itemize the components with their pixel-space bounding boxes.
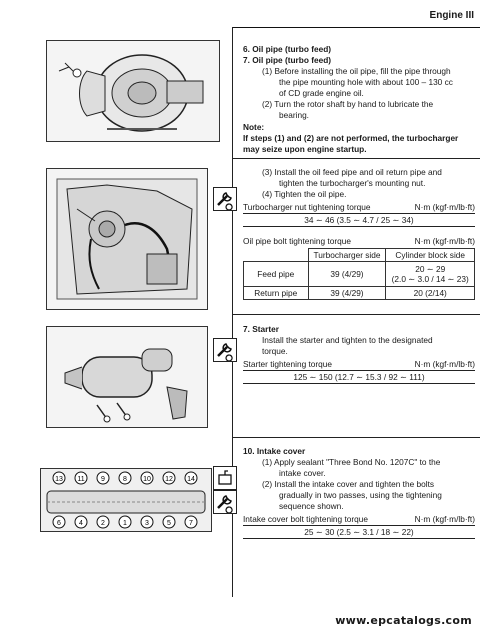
table-row [244, 262, 475, 287]
intake-torque-value: 25 ∼ 30 (2.5 ∼ 3.1 / 18 ∼ 22) [243, 527, 475, 539]
header-rule [232, 27, 480, 28]
table-corner-cell [244, 249, 309, 262]
intake-step-2-line-a: (2) Install the intake cover and tighten the bolts [262, 479, 435, 489]
turbo-nut-torque-row [243, 202, 475, 214]
torque-wrench-icon [213, 338, 237, 362]
bolt-sequence-bottom-label: 4 [79, 520, 83, 527]
torque-wrench-icon [213, 187, 237, 211]
table-row [244, 287, 475, 300]
section-separator [232, 437, 480, 438]
starter-figure [46, 326, 208, 428]
bolt-sequence-diagram [41, 469, 211, 531]
watermark: www.epcatalogs.com [335, 614, 472, 627]
bolt-sequence-top-label: 10 [143, 476, 151, 483]
table-cell [386, 262, 475, 287]
step-3-line-a: (3) Install the oil feed pipe and oil return pipe and [262, 167, 442, 177]
step-1-line-a: (1) Before installing the oil pipe, fill the pipe through [262, 66, 451, 76]
note-label: Note: [243, 122, 265, 132]
starter-torque-value: 125 ∼ 150 (12.7 ∼ 15.3 / 92 ∼ 111) [243, 372, 475, 384]
step-4: (4) Tighten the oil pipe. [262, 189, 347, 199]
intake-cover-sequence-figure [40, 468, 212, 532]
table-col-turbo-side: Turbocharger side [308, 249, 386, 262]
table-cell-line: 20 ∼ 29 [415, 264, 446, 274]
turbo-nut-torque-label: Turbocharger nut tightening torque [243, 202, 371, 212]
torque-wrench-icon [213, 490, 237, 514]
section-separator [232, 158, 480, 159]
table-cell-line: (2.0 ∼ 3.0 / 14 ∼ 23) [391, 274, 469, 284]
bolt-sequence-bottom-label: 2 [101, 520, 105, 527]
starter-torque-label: Starter tightening torque [243, 359, 333, 369]
intake-step-2-line-b: gradually in two passes, using the tightening [279, 490, 442, 500]
bolt-sequence-top-label: 8 [123, 476, 127, 483]
oil-pipe-bolt-torque-row [243, 236, 475, 247]
sealant-icon [213, 466, 237, 490]
oil-pipe-bolt-torque-unit: N·m (kgf·m/lb·ft) [414, 236, 475, 246]
intake-step-2-line-c: sequence shown. [279, 501, 344, 511]
turbo-nut-torque-unit: N·m (kgf·m/lb·ft) [414, 202, 475, 212]
note-line-a: If steps (1) and (2) are not performed, the turbocharger [243, 133, 459, 143]
item-6-title: 6. Oil pipe (turbo feed) [243, 44, 332, 54]
bolt-sequence-bottom-label: 6 [57, 520, 61, 527]
table-col-block-side: Cylinder block side [386, 249, 475, 262]
table-cell: 39 (4/29) [308, 262, 386, 287]
starter-title: 7. Starter [243, 324, 279, 334]
turbocharger-figure [46, 40, 220, 142]
step-1-line-b: the pipe mounting hole with about 100 – 130 cc [279, 77, 453, 87]
step-1-line-c: of CD grade engine oil. [279, 88, 364, 98]
bolt-sequence-top-label: 13 [55, 476, 63, 483]
table-row-label-return: Return pipe [244, 287, 309, 300]
engine-oil-pipe-figure [46, 168, 208, 310]
item-7-title: 7. Oil pipe (turbo feed) [243, 55, 332, 65]
intake-step-1-line-b: intake cover. [279, 468, 326, 478]
intake-title: 10. Intake cover [243, 446, 306, 456]
starter-body-line-a: Install the starter and tighten to the designated [262, 335, 433, 345]
bolt-sequence-bottom-label: 3 [145, 520, 149, 527]
turbo-nut-torque-value: 34 ∼ 46 (3.5 ∼ 4.7 / 25 ∼ 34) [243, 215, 475, 227]
oil-pipe-torque-table [243, 248, 475, 300]
table-cell: 20 (2/14) [386, 287, 475, 300]
page-header-title: Engine III [429, 10, 474, 21]
bolt-sequence-top-label: 14 [187, 476, 195, 483]
starter-torque-unit: N·m (kgf·m/lb·ft) [414, 359, 475, 369]
table-header-row [244, 249, 475, 262]
note-line-b: may seize upon engine startup. [243, 144, 367, 154]
step-2-line-b: bearing. [279, 110, 309, 120]
section-separator [232, 314, 480, 315]
bolt-sequence-bottom-label: 7 [189, 520, 193, 527]
table-row-label-feed: Feed pipe [244, 262, 309, 287]
bolt-sequence-bottom-label: 1 [123, 520, 127, 527]
oil-pipe-bolt-torque-label: Oil pipe bolt tightening torque [243, 236, 351, 246]
intake-step-1-line-a: (1) Apply sealant "Three Bond No. 1207C" to the [262, 457, 441, 467]
bolt-sequence-top-label: 12 [165, 476, 173, 483]
bolt-sequence-top-label: 9 [101, 476, 105, 483]
step-2-line-a: (2) Turn the rotor shaft by hand to lubricate the [262, 99, 434, 109]
starter-body-line-b: torque. [262, 346, 288, 356]
intake-torque-unit: N·m (kgf·m/lb·ft) [414, 514, 475, 524]
bolt-sequence-bottom-label: 5 [167, 520, 171, 527]
starter-torque-row [243, 359, 475, 371]
intake-torque-row [243, 514, 475, 526]
bolt-sequence-top-label: 11 [77, 476, 85, 483]
intake-torque-label: Intake cover bolt tightening torque [243, 514, 368, 524]
table-cell: 39 (4/29) [308, 287, 386, 300]
step-3-line-b: tighten the turbocharger's mounting nut. [279, 178, 426, 188]
